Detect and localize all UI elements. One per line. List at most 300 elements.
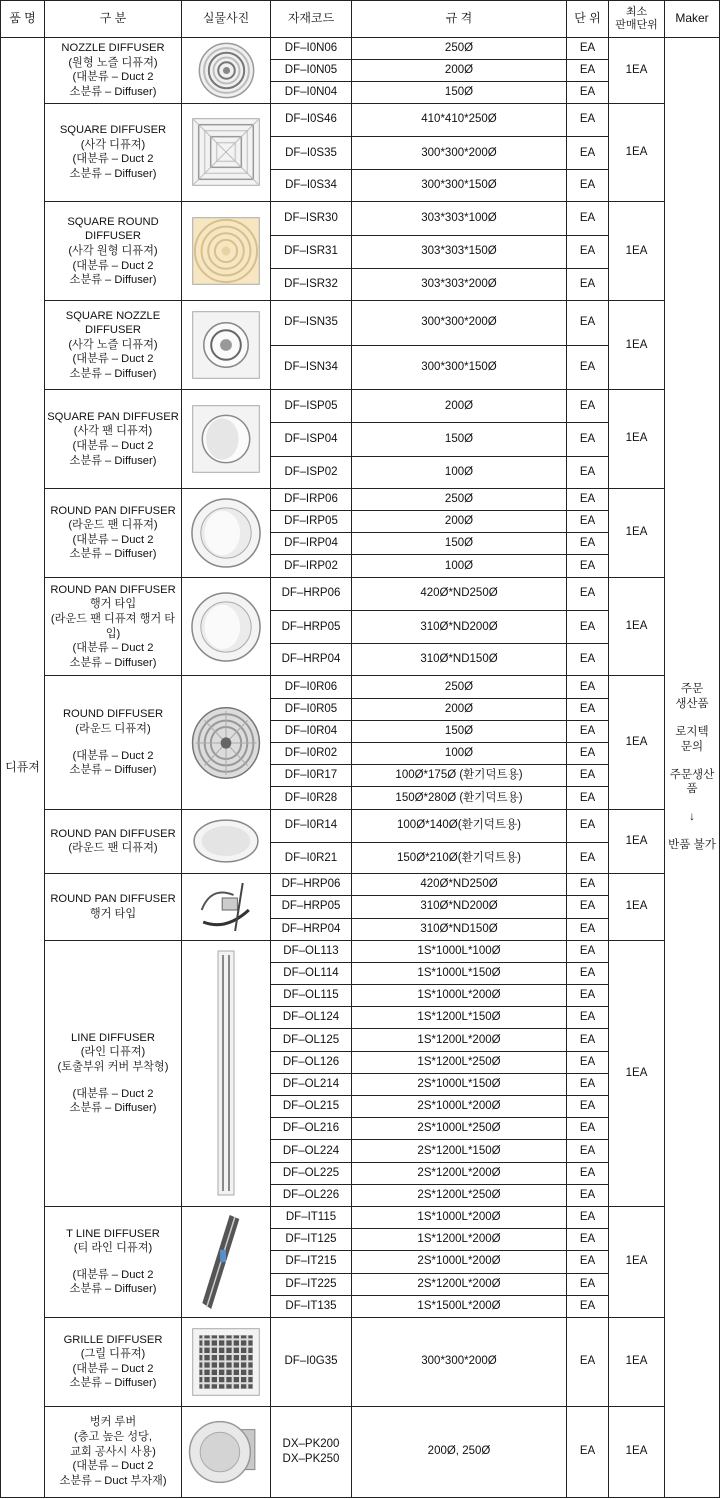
category-line: ROUND PAN DIFFUSER [50, 583, 176, 596]
category-cell [45, 809, 182, 874]
item-code [271, 1007, 352, 1029]
item-code-line: DF–OL215 [282, 1100, 340, 1113]
item-code-line: DF–I0S35 [285, 146, 337, 159]
item-unit: EA [567, 765, 609, 787]
item-code [271, 765, 352, 787]
item-spec: 200Ø [352, 60, 567, 82]
item-code [271, 1073, 352, 1095]
item-spec: 300*300*150Ø [352, 170, 567, 202]
item-code [271, 1406, 352, 1497]
min-sale-unit-cell: 1EA [609, 577, 665, 676]
category-line: (토출부위 커버 부착형) [57, 1061, 169, 1074]
item-spec: 200Ø [352, 698, 567, 720]
category-line: (대분류 – Duct 2 [72, 259, 154, 272]
category-line: 소분류 – Diffuser) [69, 1377, 157, 1390]
category-line: (라운드 팬 디퓨져) [68, 519, 158, 532]
table-header-row [1, 1, 720, 38]
item-code [271, 743, 352, 765]
photo-cell [182, 676, 271, 809]
min-sale-unit-cell: 1EA [609, 676, 665, 809]
item-code [271, 136, 352, 169]
category-line: DIFFUSER [85, 324, 141, 337]
item-spec: 2S*1200L*250Ø [352, 1184, 567, 1206]
category-cell [45, 874, 182, 941]
item-code-line: DF–OL113 [283, 944, 339, 957]
item-code-line: DF–ISN35 [284, 316, 338, 329]
item-code [271, 1317, 352, 1406]
category-line: 행거 타입 [89, 907, 137, 920]
item-unit: EA [567, 676, 609, 698]
header-category: 구 분 [45, 1, 182, 38]
table-row [1, 301, 720, 345]
item-spec: 300*300*200Ø [352, 1317, 567, 1406]
min-sale-unit-cell: 1EA [609, 1317, 665, 1406]
category-line: 소분류 – Diffuser) [69, 274, 157, 287]
item-code [271, 1118, 352, 1140]
item-code-line: DF–HRP04 [281, 653, 341, 666]
photo-cell [182, 809, 271, 874]
item-unit: EA [567, 202, 609, 235]
item-code-line: DF–I0R17 [284, 769, 338, 782]
min-sale-unit-cell: 1EA [609, 940, 665, 1206]
category-line: (사각 노즐 디퓨져) [68, 338, 158, 351]
item-code [271, 345, 352, 389]
category-line: (층고 높은 성당, [74, 1430, 152, 1443]
header-product: 품 명 [1, 1, 45, 38]
category-cell [45, 676, 182, 809]
item-unit: EA [567, 60, 609, 82]
photo-cell [182, 38, 271, 104]
item-spec: 1S*1000L*200Ø [352, 985, 567, 1007]
item-spec: 100Ø*140Ø(환기덕트용) [352, 809, 567, 842]
item-code-line: DF–HRP05 [281, 900, 341, 913]
category-line: LINE DIFFUSER [71, 1031, 155, 1044]
item-code-line: DF–IT115 [285, 1211, 337, 1224]
item-spec: 410*410*250Ø [352, 103, 567, 136]
item-code [271, 268, 352, 300]
item-code-line: DF–I0N05 [284, 64, 338, 77]
item-code-line: DF–ISP04 [284, 432, 338, 445]
product-photo-round-pan [189, 493, 263, 573]
item-unit: EA [567, 809, 609, 842]
item-unit: EA [567, 644, 609, 676]
item-spec: 1S*1000L*200Ø [352, 1206, 567, 1228]
item-spec: 420Ø*ND250Ø [352, 577, 567, 610]
product-photo-square-round [189, 211, 263, 291]
item-unit: EA [567, 268, 609, 300]
item-unit: EA [567, 698, 609, 720]
maker-note-line: 생산품 [675, 697, 709, 710]
item-spec: 250Ø [352, 488, 567, 510]
maker-note-line: ↓ [689, 811, 695, 824]
item-code [271, 170, 352, 202]
item-spec: 2S*1000L*150Ø [352, 1073, 567, 1095]
photo-cell [182, 202, 271, 301]
item-spec: 310Ø*ND200Ø [352, 896, 567, 918]
photo-cell [182, 874, 271, 941]
category-cell [45, 38, 182, 104]
product-photo-bunker [188, 1412, 264, 1492]
category-cell [45, 577, 182, 676]
category-line: 소분류 – Diffuser) [69, 454, 157, 467]
maker-note-line: 품 [686, 783, 698, 796]
item-unit: EA [567, 1295, 609, 1317]
item-code-line: DF–IT135 [285, 1299, 337, 1312]
item-unit: EA [567, 423, 609, 456]
item-unit: EA [567, 390, 609, 423]
item-code-line: DX–PK200 [282, 1437, 340, 1450]
category-line: DIFFUSER [85, 230, 141, 243]
category-line: (대분류 – Duct 2 [72, 1087, 154, 1100]
item-spec: 100Ø [352, 743, 567, 765]
table-row [1, 809, 720, 842]
table-row [1, 1406, 720, 1497]
item-code-line: DF–OL225 [282, 1166, 340, 1179]
min-sale-unit-cell: 1EA [609, 103, 665, 202]
header-photo: 실물사진 [182, 1, 271, 38]
table-row [1, 103, 720, 136]
item-spec: 150Ø*210Ø(환기덕트용) [352, 842, 567, 873]
category-line: SQUARE PAN DIFFUSER [47, 410, 179, 423]
product-photo-hanger [188, 877, 264, 937]
category-cell [45, 1406, 182, 1497]
item-code-line: DF–I0S34 [285, 179, 337, 192]
item-code-line: DF–IRP02 [284, 559, 338, 572]
item-code-line: DF–I0R28 [284, 791, 338, 804]
item-code [271, 874, 352, 896]
item-unit: EA [567, 787, 609, 809]
item-unit: EA [567, 555, 609, 577]
product-photo-square-pan [189, 399, 263, 479]
category-line: ROUND PAN DIFFUSER [50, 504, 176, 517]
category-spacer [47, 1256, 179, 1268]
category-line: ROUND PAN DIFFUSER [50, 827, 176, 840]
item-code [271, 390, 352, 423]
item-unit: EA [567, 1096, 609, 1118]
min-sale-unit-cell: 1EA [609, 809, 665, 874]
category-cell [45, 202, 182, 301]
item-unit: EA [567, 345, 609, 389]
item-spec: 300*300*150Ø [352, 345, 567, 389]
item-spec: 1S*1000L*100Ø [352, 940, 567, 962]
product-photo-nozzle-round [197, 41, 256, 100]
table-row [1, 940, 720, 962]
item-spec: 300*300*200Ø [352, 301, 567, 345]
category-cell [45, 1206, 182, 1317]
product-photo-square-nozzle [189, 305, 263, 385]
table-row [1, 488, 720, 510]
category-line: (대분류 – Duct 2 [72, 1268, 154, 1281]
item-code-line: DF–OL125 [282, 1033, 340, 1046]
category-line: SQUARE DIFFUSER [59, 124, 167, 137]
item-code [271, 1096, 352, 1118]
category-line: (사각 팬 디퓨져) [73, 425, 153, 438]
category-line: (사각 디퓨져) [80, 138, 146, 151]
item-code [271, 985, 352, 1007]
item-code-line: DF–I0R14 [284, 819, 338, 832]
item-unit: EA [567, 842, 609, 873]
photo-cell [182, 390, 271, 489]
item-code-line: DF–ISR32 [284, 278, 338, 291]
maker-note-spacer [667, 755, 717, 768]
item-code [271, 1295, 352, 1317]
category-line: 소분류 – Diffuser) [69, 367, 157, 380]
item-code-line: DF–I0R06 [284, 680, 338, 693]
category-cell [45, 301, 182, 390]
product-photo-round-pan [189, 587, 263, 667]
item-unit: EA [567, 1029, 609, 1051]
product-photo-round-pan-flat [188, 812, 264, 870]
item-code-line: DF–I0R04 [284, 724, 338, 737]
item-unit: EA [567, 985, 609, 1007]
item-code [271, 962, 352, 984]
maker-cell [665, 38, 720, 1498]
category-line: ROUND DIFFUSER [62, 708, 164, 721]
item-spec: 2S*1200L*200Ø [352, 1273, 567, 1295]
maker-note-line: 반품 불가 [668, 839, 716, 852]
item-spec: 2S*1000L*250Ø [352, 1118, 567, 1140]
item-code-line: DF–HRP05 [281, 620, 341, 633]
item-code-line: DF–I0S46 [285, 113, 337, 126]
item-unit: EA [567, 918, 609, 940]
category-line: (라운드 팬 디퓨져) [68, 842, 158, 855]
item-code-line: DF–OL216 [282, 1122, 340, 1135]
item-spec: 150Ø [352, 720, 567, 742]
item-unit: EA [567, 1206, 609, 1228]
category-line: T LINE DIFFUSER [66, 1227, 160, 1240]
min-sale-unit-cell: 1EA [609, 301, 665, 390]
item-unit: EA [567, 1273, 609, 1295]
category-line: 벙커 루버 [89, 1416, 137, 1429]
item-code-line: DF–ISN34 [284, 360, 338, 373]
item-unit: EA [567, 1184, 609, 1206]
item-unit: EA [567, 1051, 609, 1073]
table-row [1, 577, 720, 610]
maker-note-spacer [667, 825, 717, 838]
item-code-line: DF–IRP05 [284, 515, 338, 528]
category-line: (대분류 – Duct 2 [72, 1460, 154, 1473]
item-code-line: DF–I0N04 [284, 86, 338, 98]
category-line: 교회 공사시 사용) [70, 1445, 156, 1458]
item-code [271, 555, 352, 577]
item-code [271, 896, 352, 918]
item-code-line: DX–PK250 [282, 1452, 340, 1465]
item-unit: EA [567, 1073, 609, 1095]
maker-note-line: 문의 [680, 740, 704, 753]
category-line: 소분류 – Duct 부자재) [59, 1474, 167, 1487]
item-unit: EA [567, 488, 609, 510]
item-unit: EA [567, 301, 609, 345]
category-line: NOZZLE DIFFUSER [61, 42, 165, 55]
photo-cell [182, 577, 271, 676]
min-sale-unit-cell: 1EA [609, 874, 665, 941]
category-line: GRILLE DIFFUSER [63, 1333, 163, 1346]
item-spec: 200Ø, 250Ø [352, 1406, 567, 1497]
category-line: 소분류 – Diffuser) [69, 1283, 157, 1296]
category-line: (대분류 – Duct 2 [72, 153, 154, 166]
item-spec: 150Ø [352, 82, 567, 103]
item-code [271, 1273, 352, 1295]
item-spec: 150Ø [352, 533, 567, 555]
item-code-line: DF–ISP02 [284, 465, 338, 478]
item-code [271, 1229, 352, 1251]
item-spec: 303*303*200Ø [352, 268, 567, 300]
header-min-unit [609, 1, 665, 38]
item-unit: EA [567, 1007, 609, 1029]
item-spec: 200Ø [352, 390, 567, 423]
item-code-line: DF–IRP04 [284, 537, 338, 550]
item-unit: EA [567, 577, 609, 610]
item-code-line: DF–HRP06 [281, 587, 341, 600]
category-line: 소분류 – Diffuser) [69, 168, 157, 181]
table-row [1, 390, 720, 423]
header-min-unit-line: 판매단위 [615, 19, 658, 31]
min-sale-unit-cell: 1EA [609, 202, 665, 301]
maker-note-spacer [667, 712, 717, 725]
item-code-line: DF–IT215 [285, 1255, 337, 1268]
item-spec: 2S*1200L*150Ø [352, 1140, 567, 1162]
item-spec: 100Ø [352, 555, 567, 577]
item-code-line: DF–I0R02 [284, 747, 338, 760]
item-code-line: DF–HRP06 [281, 878, 341, 891]
category-spacer [47, 737, 179, 749]
item-code [271, 423, 352, 456]
category-cell [45, 940, 182, 1206]
category-line: (라운드 디퓨져) [75, 722, 151, 735]
item-unit: EA [567, 170, 609, 202]
maker-note-line: 주문생산 [669, 768, 715, 781]
item-code [271, 1251, 352, 1273]
item-code [271, 60, 352, 82]
item-unit: EA [567, 874, 609, 896]
category-cell [45, 488, 182, 577]
photo-cell [182, 301, 271, 390]
item-code-line: DF–OL126 [282, 1055, 340, 1068]
category-line: (티 라인 디퓨져) [73, 1242, 153, 1255]
item-code [271, 676, 352, 698]
product-photo-line [189, 945, 263, 1201]
product-photo-square [189, 112, 263, 192]
item-code [271, 842, 352, 873]
photo-cell [182, 940, 271, 1206]
category-line: (원형 노즐 디퓨져) [68, 56, 158, 69]
item-spec: 250Ø [352, 676, 567, 698]
maker-note-spacer [667, 797, 717, 810]
item-spec: 150Ø*280Ø (환기덕트용) [352, 787, 567, 809]
item-code [271, 301, 352, 345]
item-code [271, 577, 352, 610]
item-code [271, 809, 352, 842]
category-line: SQUARE NOZZLE [65, 309, 161, 322]
item-spec: 150Ø [352, 423, 567, 456]
item-code [271, 103, 352, 136]
header-maker: Maker [665, 1, 720, 38]
item-spec: 2S*1200L*200Ø [352, 1162, 567, 1184]
item-unit: EA [567, 533, 609, 555]
item-unit: EA [567, 1251, 609, 1273]
item-code [271, 940, 352, 962]
item-unit: EA [567, 1406, 609, 1497]
category-line: (그릴 디퓨져) [80, 1348, 146, 1361]
item-code [271, 787, 352, 809]
category-line: 소분류 – Diffuser) [69, 656, 157, 669]
item-spec: 303*303*100Ø [352, 202, 567, 235]
category-spacer [47, 1075, 179, 1087]
item-unit: EA [567, 940, 609, 962]
header-spec: 규 격 [352, 1, 567, 38]
item-unit: EA [567, 720, 609, 742]
item-unit: EA [567, 962, 609, 984]
item-code-line: DF–OL124 [282, 1011, 340, 1024]
item-code [271, 82, 352, 103]
item-unit: EA [567, 1229, 609, 1251]
table-row [1, 874, 720, 896]
item-code-line: DF–OL224 [282, 1144, 340, 1157]
min-sale-unit-cell: 1EA [609, 390, 665, 489]
photo-cell [182, 1406, 271, 1497]
product-name-cell: 디퓨져 [1, 38, 45, 1498]
item-code-line: DF–HRP04 [281, 922, 341, 935]
item-code-line: DF–IT125 [285, 1233, 337, 1246]
item-code [271, 38, 352, 60]
item-code-line: DF–OL114 [283, 967, 339, 980]
category-cell [45, 390, 182, 489]
item-code [271, 1140, 352, 1162]
item-spec: 310Ø*ND200Ø [352, 610, 567, 643]
category-line: ROUND PAN DIFFUSER [50, 893, 176, 906]
item-spec: 1S*1000L*150Ø [352, 962, 567, 984]
product-photo-grille [189, 1322, 263, 1402]
category-line: 소분류 – Diffuser) [69, 764, 157, 777]
item-code [271, 533, 352, 555]
item-code [271, 1051, 352, 1073]
min-sale-unit-cell: 1EA [609, 1206, 665, 1317]
min-sale-unit-cell: 1EA [609, 38, 665, 104]
item-unit: EA [567, 38, 609, 60]
product-photo-tline [189, 1211, 263, 1313]
item-spec: 1S*1200L*200Ø [352, 1029, 567, 1051]
item-code [271, 456, 352, 488]
item-spec: 250Ø [352, 38, 567, 60]
category-cell [45, 1317, 182, 1406]
item-unit: EA [567, 1140, 609, 1162]
item-spec: 2S*1000L*200Ø [352, 1251, 567, 1273]
item-unit: EA [567, 1317, 609, 1406]
item-code [271, 1162, 352, 1184]
item-code [271, 1206, 352, 1228]
category-line: (대분류 – Duct 2 [72, 749, 154, 762]
item-code-line: DF–ISR31 [284, 245, 338, 258]
item-code [271, 511, 352, 533]
category-line: (대분류 – Duct 2 [72, 439, 154, 452]
category-line: 소분류 – Diffuser) [69, 548, 157, 561]
header-unit: 단 위 [567, 1, 609, 38]
category-line: (라운드 팬 디퓨져 행거 타입) [50, 612, 176, 640]
item-unit: EA [567, 456, 609, 488]
item-code [271, 1184, 352, 1206]
item-code-line: DF–OL115 [283, 989, 339, 1002]
item-code-line: DF–I0N06 [284, 42, 338, 55]
item-spec: 310Ø*ND150Ø [352, 644, 567, 676]
photo-cell [182, 1206, 271, 1317]
category-line: (대분류 – Duct 2 [72, 1362, 154, 1375]
item-spec: 1S*1500L*200Ø [352, 1295, 567, 1317]
item-unit: EA [567, 136, 609, 169]
category-cell [45, 103, 182, 202]
item-code [271, 698, 352, 720]
category-line: (사각 원형 디퓨져) [68, 245, 158, 258]
category-line: 소분류 – Diffuser) [69, 85, 157, 98]
